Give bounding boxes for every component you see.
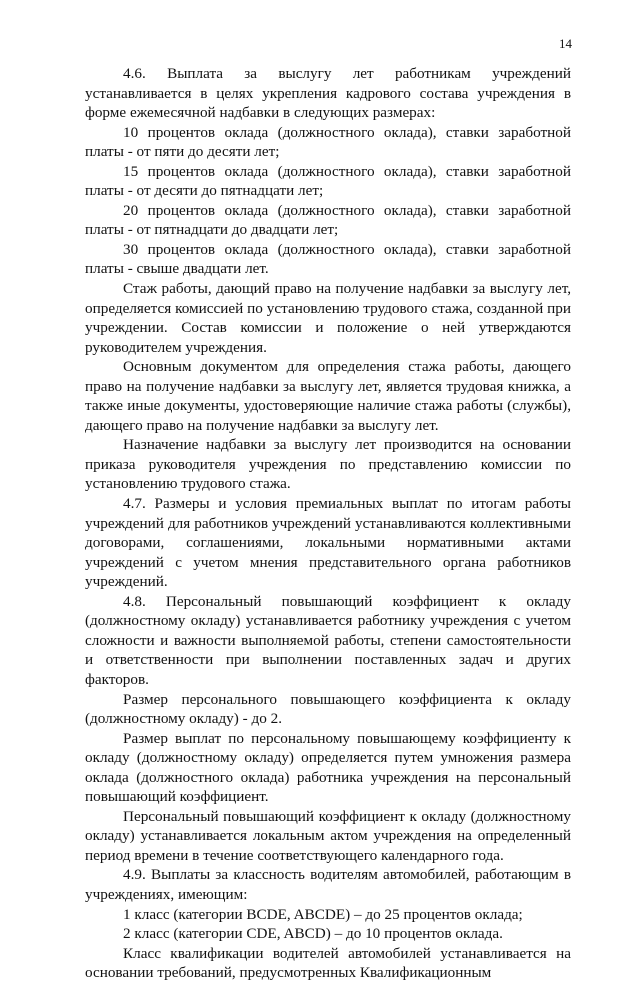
document-body bbox=[85, 64, 571, 983]
page-number: 14 bbox=[559, 36, 572, 51]
paragraph: Основным документом для определения стажа работы, дающего право на получение надбавки за выслугу лет, является трудовая книжка, а также иные документы, удостоверяющие наличие стажа работы (службы), дающего право на получение надбавки за выслугу лет. bbox=[85, 358, 571, 434]
paragraph: Назначение надбавки за выслугу лет производится на основании приказа руководителя учреждения по представлению комиссии по установлению трудового стажа. bbox=[85, 436, 571, 493]
paragraph: 15 процентов оклада (должностного оклада), ставки заработной платы - от десяти до пятнадцати лет; bbox=[85, 162, 571, 200]
paragraph: 2 класс (категории CDE, ABCD) – до 10 процентов оклада. bbox=[123, 925, 503, 943]
paragraph: Размер выплат по персональному повышающему коэффициенту к окладу (должностному окладу) определяется путем умножения размера оклада (должностного оклада) работника учреждения на персональный повышающий коэффициент. bbox=[85, 729, 571, 806]
paragraph: 20 процентов оклада (должностного оклада), ставки заработной платы - от пятнадцати до двадцати лет; bbox=[85, 201, 571, 239]
paragraph: 1 класс (категории BCDE, ABCDE) – до 25 процентов оклада; bbox=[123, 905, 523, 923]
paragraph: 10 процентов оклада (должностного оклада), ставки заработной платы - от пяти до десяти лет; bbox=[85, 123, 571, 161]
paragraph: 30 процентов оклада (должностного оклада), ставки заработной платы - свыше двадцати лет. bbox=[85, 240, 571, 278]
paragraph: 4.7. Размеры и условия премиальных выплат по итогам работы учреждений для работников учреждений устанавливаются коллективными договорами, соглашениями, локальными нормативными актами учреждений с учетом мнения представительного органа работников учреждений. bbox=[85, 495, 571, 591]
paragraph: 4.8. Персональный повышающий коэффициент к окладу (должностному окладу) устанавливается работнику учреждения с учетом сложности и важности выполняемой работы, степени самостоятельности и ответственности при выполнении поставленных задач и других факторов. bbox=[85, 592, 571, 688]
paragraph: Размер персонального повышающего коэффициента к окладу (должностному окладу) - до 2. bbox=[85, 690, 571, 728]
paragraph: Стаж работы, дающий право на получение надбавки за выслугу лет, определяется комиссией по установлению трудового стажа, созданной при учреждении. Состав комиссии и положение о ней утверждаются руководителем учреждения. bbox=[85, 280, 571, 356]
paragraph: 4.6. Выплата за выслугу лет работникам учреждений устанавливается в целях укрепления кадрового состава учреждения в форме ежемесячной надбавки в следующих размерах: bbox=[85, 65, 571, 122]
paragraph: 4.9. Выплаты за классность водителям автомобилей, работающим в учреждениях, имеющим: bbox=[85, 866, 571, 903]
paragraph: Персональный повышающий коэффициент к окладу (должностному окладу) устанавливается локальным актом учреждения на определенный период времени в течение соответствующего календарного года. bbox=[85, 807, 571, 864]
paragraph: Класс квалификации водителей автомобилей устанавливается на основании требований, предусмотренных Квалификационным bbox=[85, 944, 571, 982]
